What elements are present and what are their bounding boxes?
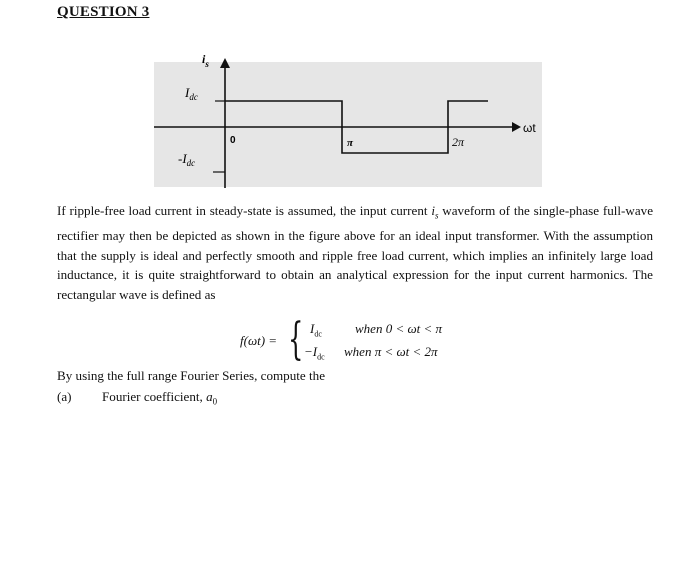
question-heading: QUESTION 3 xyxy=(57,4,150,20)
para-part1: If ripple-free load current in steady-state is assumed, the input current xyxy=(57,203,432,218)
waveform-figure xyxy=(0,0,700,200)
y-axis-label-sub: s xyxy=(205,59,209,69)
equation-row1-value xyxy=(310,321,322,339)
row1-sub: dc xyxy=(314,329,322,339)
figure-background xyxy=(154,62,542,187)
part-a xyxy=(57,389,217,407)
problem-description xyxy=(57,201,653,305)
equation-row1-condition: when 0 < ωt < π xyxy=(355,321,443,336)
piecewise-equation xyxy=(240,314,520,367)
row2-sub: dc xyxy=(317,352,325,362)
instruction-text: By using the full range Fourier Series, compute the xyxy=(57,368,325,383)
para-part2: waveform of the single-phase full-wave rectifier may then be depicted as shown in the figure above for an ideal input transformer. With the assumption that the supply is ideal and perfectly smooth and ripple free load current, which implies an infinitely large load inductance, it is quite straightforward to obtain an analytical expression for the input current harmonics. The rectangular wave is defined as xyxy=(57,203,654,302)
neg-level-label-main: -I xyxy=(178,151,187,166)
tick-zero-label: 0 xyxy=(230,135,236,146)
var-i-sub: s xyxy=(434,210,439,221)
row1-value: I xyxy=(310,321,315,336)
pos-level-label-sub: dc xyxy=(189,92,198,102)
pos-level-label-main: I xyxy=(185,85,190,100)
equation-lhs: f(ωt) = xyxy=(240,333,278,348)
x-axis-label: ωt xyxy=(523,121,536,135)
part-a-var: a xyxy=(206,389,213,404)
tick-pi-label: π xyxy=(347,137,354,149)
part-a-var-sub: 0 xyxy=(212,396,218,407)
tick-2pi-label: 2π xyxy=(452,135,465,149)
row2-value: −I xyxy=(304,344,318,359)
neg-level-label-sub: dc xyxy=(186,158,196,168)
equation-brace: { xyxy=(288,314,304,365)
equation-row2-condition: when π < ωt < 2π xyxy=(344,344,438,359)
equation-row2-value xyxy=(304,344,325,362)
var-i: i xyxy=(431,203,435,218)
part-a-label: (a) xyxy=(57,389,72,404)
part-a-text: Fourier coefficient, xyxy=(102,389,207,404)
y-axis-label-main: i xyxy=(202,52,206,66)
